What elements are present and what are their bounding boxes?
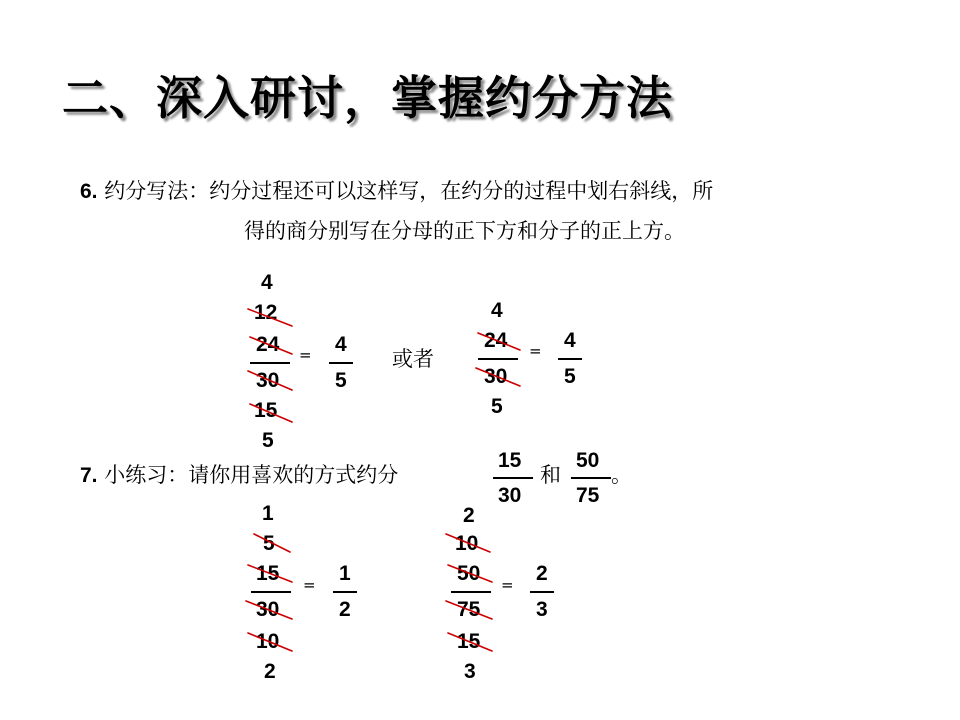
fraction-bar — [451, 591, 491, 593]
or-label: 或者 — [392, 347, 434, 371]
item7-text: 小练习：请你用喜欢的方式约分 — [104, 463, 399, 487]
denominator: 30 — [256, 598, 280, 621]
quotient-bottom-1: 15 — [457, 630, 481, 653]
result-denominator: 5 — [564, 365, 576, 388]
result-numerator: 4 — [564, 329, 576, 352]
quotient-top-1: 12 — [254, 301, 278, 324]
equals-sign: = — [501, 576, 514, 594]
denominator: 30 — [484, 365, 508, 388]
denominator: 75 — [457, 598, 481, 621]
numerator: 50 — [457, 562, 481, 585]
numerator: 24 — [484, 329, 508, 352]
item6-number: 6. — [80, 180, 98, 203]
equals-sign: = — [529, 342, 542, 360]
result-numerator: 4 — [335, 333, 347, 356]
item7-number: 7. — [80, 464, 98, 487]
quotient-bottom-2: 2 — [264, 660, 276, 683]
equals-sign: = — [303, 576, 316, 594]
fraction-bar — [329, 362, 353, 364]
fraction-bar — [558, 358, 582, 360]
item6-line1-text: 约分写法：约分过程还可以这样写，在约分的过程中划右斜线，所 — [104, 179, 714, 203]
quotient-bottom-2: 5 — [262, 429, 274, 452]
quotient-top-2: 4 — [261, 271, 273, 294]
result-numerator: 1 — [339, 562, 351, 585]
fraction-bar — [250, 362, 290, 364]
quotient-bottom-1: 5 — [491, 395, 503, 418]
item7-line — [80, 465, 398, 486]
item6-line2: 得的商分别写在分母的正下方和分子的正上方。 — [244, 219, 685, 243]
and-label: 和 — [540, 463, 561, 487]
item6-line1 — [80, 181, 713, 202]
numerator: 24 — [256, 333, 280, 356]
numerator: 15 — [256, 562, 280, 585]
page-title: 二、深入研讨，掌握约分方法 — [62, 71, 673, 125]
result-denominator: 3 — [536, 598, 548, 621]
result-denominator: 5 — [335, 369, 347, 392]
quotient-bottom-2: 3 — [464, 660, 476, 683]
fraction-bar — [251, 591, 291, 593]
numerator: 50 — [576, 449, 600, 472]
quotient-bottom-1: 15 — [254, 399, 278, 422]
fraction-bar — [530, 591, 554, 593]
quotient-top-1: 5 — [263, 532, 275, 555]
fraction-bar — [571, 477, 611, 479]
numerator: 15 — [498, 449, 522, 472]
result-numerator: 2 — [536, 562, 548, 585]
quotient-bottom-1: 10 — [256, 630, 280, 653]
fraction-bar — [478, 358, 518, 360]
denominator: 30 — [256, 369, 280, 392]
quotient-top-2: 1 — [262, 502, 274, 525]
result-denominator: 2 — [339, 598, 351, 621]
fraction-bar — [333, 591, 357, 593]
quotient-top-1: 4 — [491, 299, 503, 322]
period: 。 — [611, 463, 632, 487]
denominator: 75 — [576, 484, 600, 507]
quotient-top-1: 10 — [455, 532, 479, 555]
fraction-bar — [493, 477, 533, 479]
equals-sign: = — [299, 346, 312, 364]
quotient-top-2: 2 — [463, 504, 475, 527]
denominator: 30 — [498, 484, 522, 507]
